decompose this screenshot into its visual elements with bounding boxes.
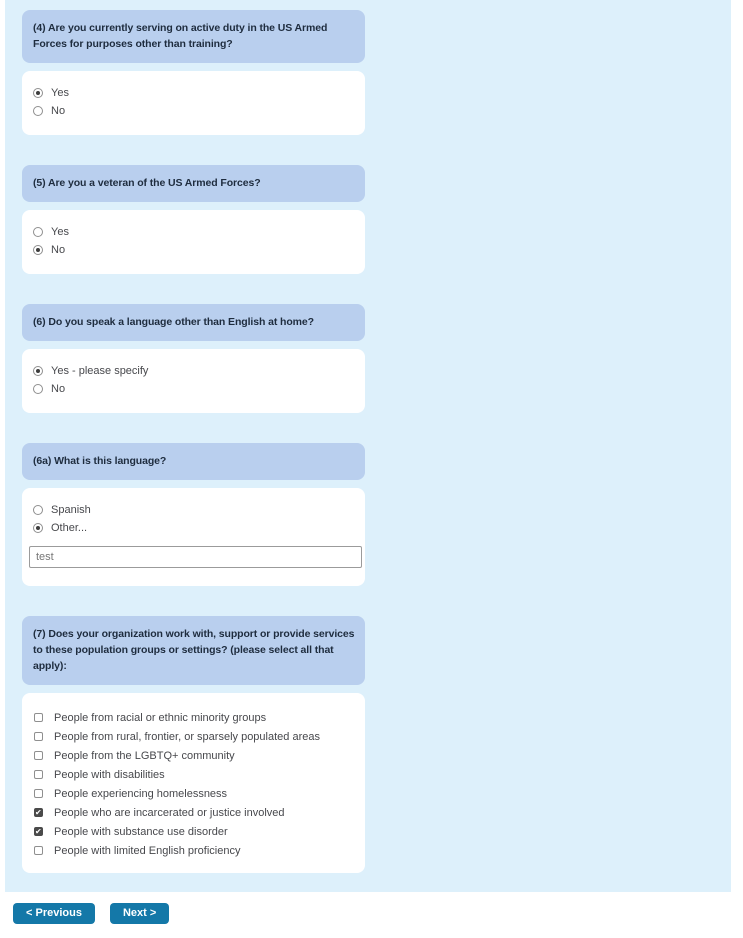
option-label: People with disabilities	[54, 768, 165, 781]
question-header-q7: (7) Does your organization work with, support or provide services to these population groups or settings? (please select all that apply):	[22, 616, 365, 685]
checkbox-option-people-who-are-incarcerated-or-justice-involved[interactable]	[34, 803, 353, 822]
radio-unselected-icon[interactable]	[33, 227, 43, 237]
radio-option-spanish[interactable]	[33, 501, 353, 519]
checkbox-option-people-from-rural-frontier-or-sparsely-populated-areas[interactable]	[34, 727, 353, 746]
radio-selected-icon[interactable]	[33, 88, 43, 98]
checkbox-option-people-with-limited-english-proficiency[interactable]	[34, 841, 353, 860]
radio-option-no[interactable]	[33, 102, 353, 120]
checkbox-option-people-from-racial-or-ethnic-minority-groups[interactable]	[34, 708, 353, 727]
answer-panel-q6a	[22, 488, 365, 586]
answer-panel-q6	[22, 349, 365, 413]
checkbox-unchecked-icon[interactable]	[34, 789, 43, 798]
option-label: Yes - please specify	[51, 365, 149, 377]
checkbox-option-people-experiencing-homelessness[interactable]	[34, 784, 353, 803]
option-label: People who are incarcerated or justice involved	[54, 806, 285, 819]
option-label: Yes	[51, 87, 69, 99]
question-header-q4: (4) Are you currently serving on active duty in the US Armed Forces for purposes other than training?	[22, 10, 365, 63]
option-label: No	[51, 105, 66, 117]
option-label: People from rural, frontier, or sparsely populated areas	[54, 730, 320, 743]
question-q6	[22, 304, 365, 413]
option-label: Other...	[51, 522, 88, 534]
checkbox-unchecked-icon[interactable]	[34, 751, 43, 760]
option-label: People with substance use disorder	[54, 825, 228, 838]
question-q6a	[22, 443, 365, 586]
other-language-input[interactable]	[29, 546, 362, 568]
checkbox-checked-icon[interactable]	[34, 808, 43, 817]
option-label: People from the LGBTQ+ community	[54, 749, 235, 762]
answer-panel-q7	[22, 693, 365, 873]
radio-selected-icon[interactable]	[33, 245, 43, 255]
option-label: No	[51, 244, 66, 256]
checkbox-unchecked-icon[interactable]	[34, 770, 43, 779]
question-list	[5, 0, 731, 873]
radio-selected-icon[interactable]	[33, 366, 43, 376]
option-label: People with limited English proficiency	[54, 844, 241, 857]
checkbox-option-people-with-disabilities[interactable]	[34, 765, 353, 784]
radio-selected-icon[interactable]	[33, 523, 43, 533]
question-header-q6a: (6a) What is this language?	[22, 443, 365, 480]
radio-option-no[interactable]	[33, 241, 353, 259]
next-button[interactable]: Next >	[110, 903, 169, 924]
question-q7	[22, 616, 365, 873]
question-q4	[22, 10, 365, 135]
option-label: Yes	[51, 226, 69, 238]
answer-panel-q5	[22, 210, 365, 274]
radio-option-other[interactable]	[33, 519, 353, 537]
radio-option-yes-please-specify[interactable]	[33, 362, 353, 380]
checkbox-option-people-with-substance-use-disorder[interactable]	[34, 822, 353, 841]
option-label: No	[51, 383, 66, 395]
radio-unselected-icon[interactable]	[33, 106, 43, 116]
radio-option-no[interactable]	[33, 380, 353, 398]
navigation-bar	[13, 903, 169, 924]
question-header-q6: (6) Do you speak a language other than English at home?	[22, 304, 365, 341]
checkbox-unchecked-icon[interactable]	[34, 846, 43, 855]
option-label: People from racial or ethnic minority groups	[54, 711, 267, 724]
radio-option-yes[interactable]	[33, 84, 353, 102]
survey-form-area	[5, 0, 731, 892]
option-label: Spanish	[51, 504, 91, 516]
previous-button[interactable]: < Previous	[13, 903, 95, 924]
option-label: People experiencing homelessness	[54, 787, 228, 800]
answer-panel-q4	[22, 71, 365, 135]
question-header-q5: (5) Are you a veteran of the US Armed Forces?	[22, 165, 365, 202]
checkbox-unchecked-icon[interactable]	[34, 732, 43, 741]
radio-unselected-icon[interactable]	[33, 505, 43, 515]
checkbox-checked-icon[interactable]	[34, 827, 43, 836]
radio-option-yes[interactable]	[33, 223, 353, 241]
question-q5	[22, 165, 365, 274]
radio-unselected-icon[interactable]	[33, 384, 43, 394]
checkbox-unchecked-icon[interactable]	[34, 713, 43, 722]
checkbox-option-people-from-the-lgbtq-community[interactable]	[34, 746, 353, 765]
